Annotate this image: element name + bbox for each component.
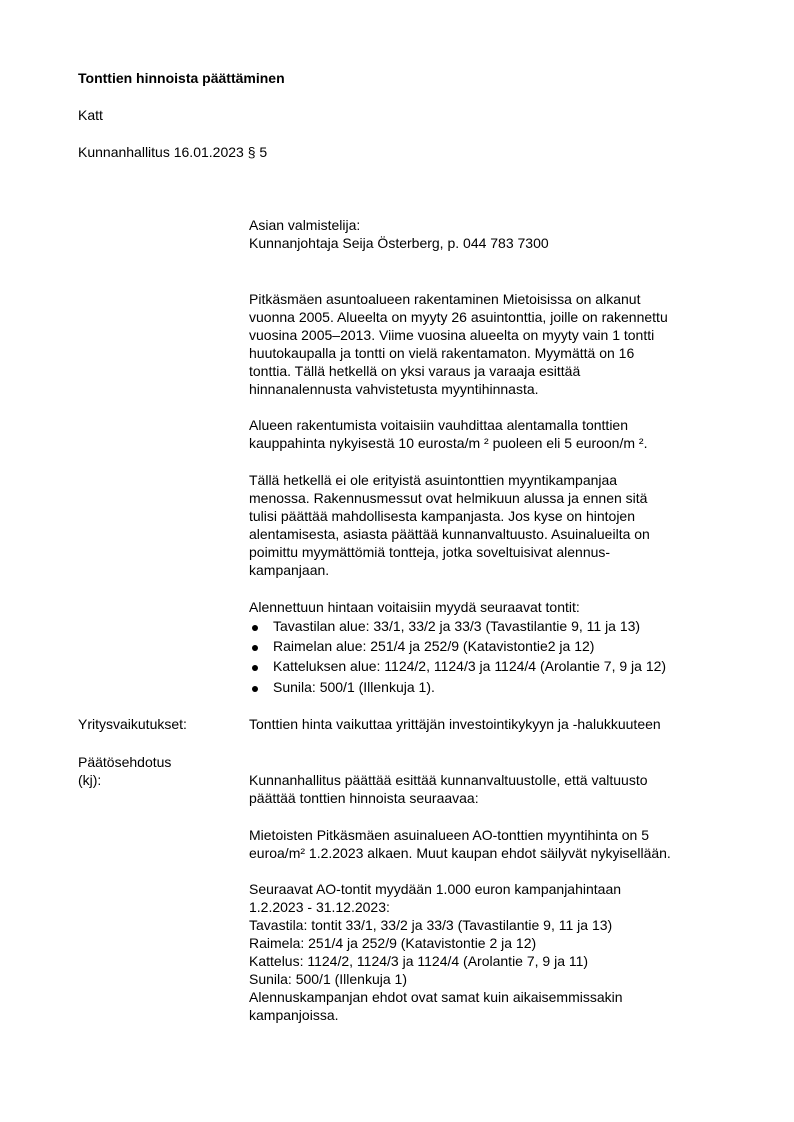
body-para1-line: Pitkäsmäen asuntoalueen rakentaminen Mietoisissa on alkanut — [249, 291, 641, 307]
body-para1-line: vuonna 2005. Alueelta on myyty 26 asuintonttia, joille on rakennettu — [249, 309, 668, 325]
body-para2-line: Alueen rakentumista voitaisiin vauhdittaa alentamalla tonttien — [249, 417, 629, 433]
meeting-reference: Kunnanhallitus 16.01.2023 § 5 — [78, 144, 268, 160]
plot-list-item: Sunila: 500/1 (Illenkuja 1). — [273, 679, 435, 695]
bullet-icon — [252, 686, 258, 692]
preparer-name: Kunnanjohtaja Seija Österberg, p. 044 783 7300 — [249, 235, 549, 251]
proposal-para1-line: Mietoisten Pitkäsmäen asuinalueen AO-tonttien myyntihinta on 5 — [249, 827, 650, 843]
bullet-icon — [252, 645, 258, 651]
body-para3-line: poimittu myymättömiä tontteja, jotka soveltuisivat alennus- — [249, 544, 611, 560]
proposal-label-sub: (kj): — [78, 772, 102, 788]
body-para2-line: kauppahinta nykyisestä 10 eurosta/m ² puoleen eli 5 euroon/m ². — [249, 435, 648, 451]
body-para3-line: kampanjaan. — [249, 562, 330, 578]
body-para1-line: tonttia. Tällä hetkellä on yksi varaus ja varaaja esittää — [249, 363, 581, 379]
proposal-para1-line: euroa/m² 1.2.2023 alkaen. Muut kaupan ehdot säilyvät nykyisellään. — [249, 845, 671, 861]
proposal-para2-line: kampanjoissa. — [249, 1007, 339, 1023]
plot-list-item: Tavastilan alue: 33/1, 33/2 ja 33/3 (Tavastilantie 9, 11 ja 13) — [273, 618, 641, 634]
body-para3-line: Tällä hetkellä ei ole erityistä asuintonttien myyntikampanjaa — [249, 472, 618, 488]
plot-list-item: Katteluksen alue: 1124/2, 1124/3 ja 1124/4 (Arolantie 7, 9 ja 12) — [273, 658, 667, 674]
proposal-label: Päätösehdotus — [78, 754, 172, 770]
impact-text: Tonttien hinta vaikuttaa yrittäjän investointikykyyn ja -halukkuuteen — [249, 716, 661, 732]
proposal-para2-line: 1.2.2023 - 31.12.2023: — [249, 899, 390, 915]
plot-list-item: Raimelan alue: 251/4 ja 252/9 (Katavistontie2 ja 12) — [273, 638, 595, 654]
body-para3-line: menossa. Rakennusmessut ovat helmikuun alussa ja ennen sitä — [249, 490, 648, 506]
bullet-icon — [252, 665, 258, 671]
proposal-para2-line: Seuraavat AO-tontit myydään 1.000 euron kampanjahintaan — [249, 881, 622, 897]
proposal-para2-line: Tavastila: tontit 33/1, 33/2 ja 33/3 (Tavastilantie 9, 11 ja 13) — [249, 917, 613, 933]
plot-list-intro: Alennettuun hintaan voitaisiin myydä seuraavat tontit: — [249, 599, 580, 615]
proposal-para2-line: Alennuskampanjan ehdot ovat samat kuin aikaisemmissakin — [249, 989, 623, 1005]
bullet-icon — [252, 625, 258, 631]
body-para1-line: hinnanalennusta vahvistetusta myyntihinnasta. — [249, 381, 539, 397]
document-title: Tonttien hinnoista päättäminen — [78, 70, 285, 86]
proposal-para2-line: Sunila: 500/1 (Illenkuja 1) — [249, 971, 407, 987]
proposal-intro-line: Kunnanhallitus päättää esittää kunnanvaltuustolle, että valtuusto — [249, 772, 648, 788]
proposal-intro-line: päättää tonttien hinnoista seuraavaa: — [249, 790, 479, 806]
body-para3-line: alentamisesta, asiasta päättää kunnanvaltuusto. Asuinalueilta on — [249, 526, 650, 542]
impact-label: Yritysvaikutukset: — [78, 716, 187, 732]
proposal-para2-line: Kattelus: 1124/2, 1124/3 ja 1124/4 (Arolantie 7, 9 ja 11) — [249, 953, 589, 969]
body-para1-line: huutokaupalla ja tontti on vielä rakentamaton. Myymättä on 16 — [249, 345, 635, 361]
body-para3-line: tulisi päättää mahdollisesta kampanjasta. Jos kyse on hintojen — [249, 508, 635, 524]
proposal-para2-line: Raimela: 251/4 ja 252/9 (Katavistontie 2 ja 12) — [249, 935, 537, 951]
body-para1-line: vuosina 2005–2013. Viime vuosina alueelta on myyty vain 1 tontti — [249, 327, 655, 343]
case-code: Katt — [78, 107, 103, 123]
preparer-label: Asian valmistelija: — [249, 217, 361, 233]
